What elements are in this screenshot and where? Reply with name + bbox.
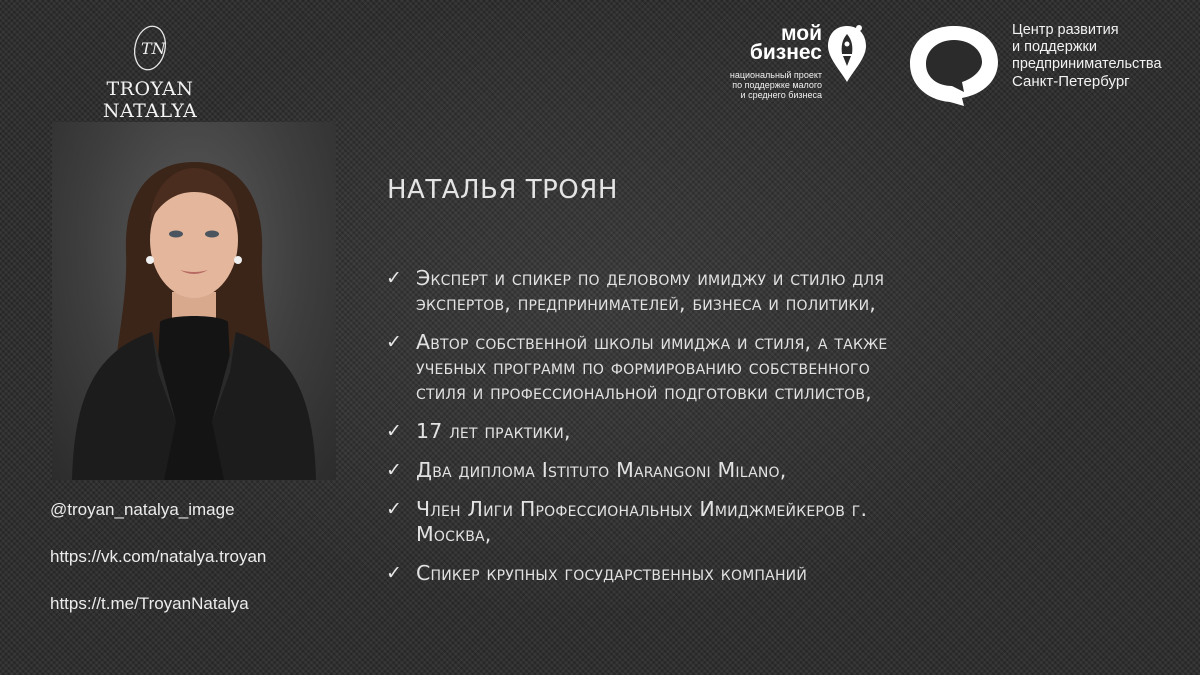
brand-name: TROYAN NATALYA — [102, 78, 198, 122]
portrait-photo — [52, 122, 336, 480]
checkmark-icon: ✓ — [386, 562, 403, 584]
list-item: ✓ 17 лет практики, — [386, 419, 571, 443]
moi-biznes-title: мой бизнес — [749, 22, 822, 64]
contact-links — [50, 498, 350, 639]
checkmark-icon: ✓ — [386, 420, 403, 442]
svg-text:TN: TN — [141, 39, 166, 58]
list-item: ✓ Эксперт и спикер по деловому имиджу и стилю для экспертов, предпринимателей, бизнеса и политики, — [386, 266, 885, 315]
checkmark-icon: ✓ — [386, 459, 403, 481]
list-item: ✓ Два диплома Istituto Marangoni Milano, — [386, 458, 787, 482]
rocket-pin-icon — [826, 22, 868, 84]
center-support-text: Центр развития и поддержки предпринимательства Санкт-Петербург — [1012, 22, 1162, 90]
portrait-illustration — [52, 122, 336, 480]
speech-bubble-icon — [906, 22, 1002, 108]
person-name: НАТАЛЬЯ ТРОЯН — [387, 175, 618, 205]
monogram-icon — [130, 22, 170, 74]
list-item: ✓ Член Лиги Профессиональных Имиджмейкеров г. Москва, — [386, 497, 868, 546]
instagram-link[interactable]: @troyan_natalya_image — [50, 500, 235, 519]
telegram-link[interactable]: https://t.me/TroyanNatalya — [50, 594, 249, 613]
credentials-list — [384, 266, 1174, 600]
brand-logo — [58, 22, 242, 131]
list-item: ✓ Спикер крупных государственных компаний — [386, 561, 808, 585]
checkmark-icon: ✓ — [386, 267, 403, 289]
moi-biznes-logo — [722, 22, 872, 112]
checkmark-icon: ✓ — [386, 498, 403, 520]
center-support-logo — [906, 20, 1166, 110]
list-item: ✓ Автор собственной школы имиджа и стиля, а также учебных программ по формированию собственного стиля и профессиональной подготовки стилистов, — [386, 330, 888, 404]
checkmark-icon: ✓ — [386, 331, 403, 353]
vk-link[interactable]: https://vk.com/natalya.troyan — [50, 547, 267, 566]
moi-biznes-subtitle: национальный проект по поддержке малого и среднего бизнеса — [729, 70, 822, 100]
